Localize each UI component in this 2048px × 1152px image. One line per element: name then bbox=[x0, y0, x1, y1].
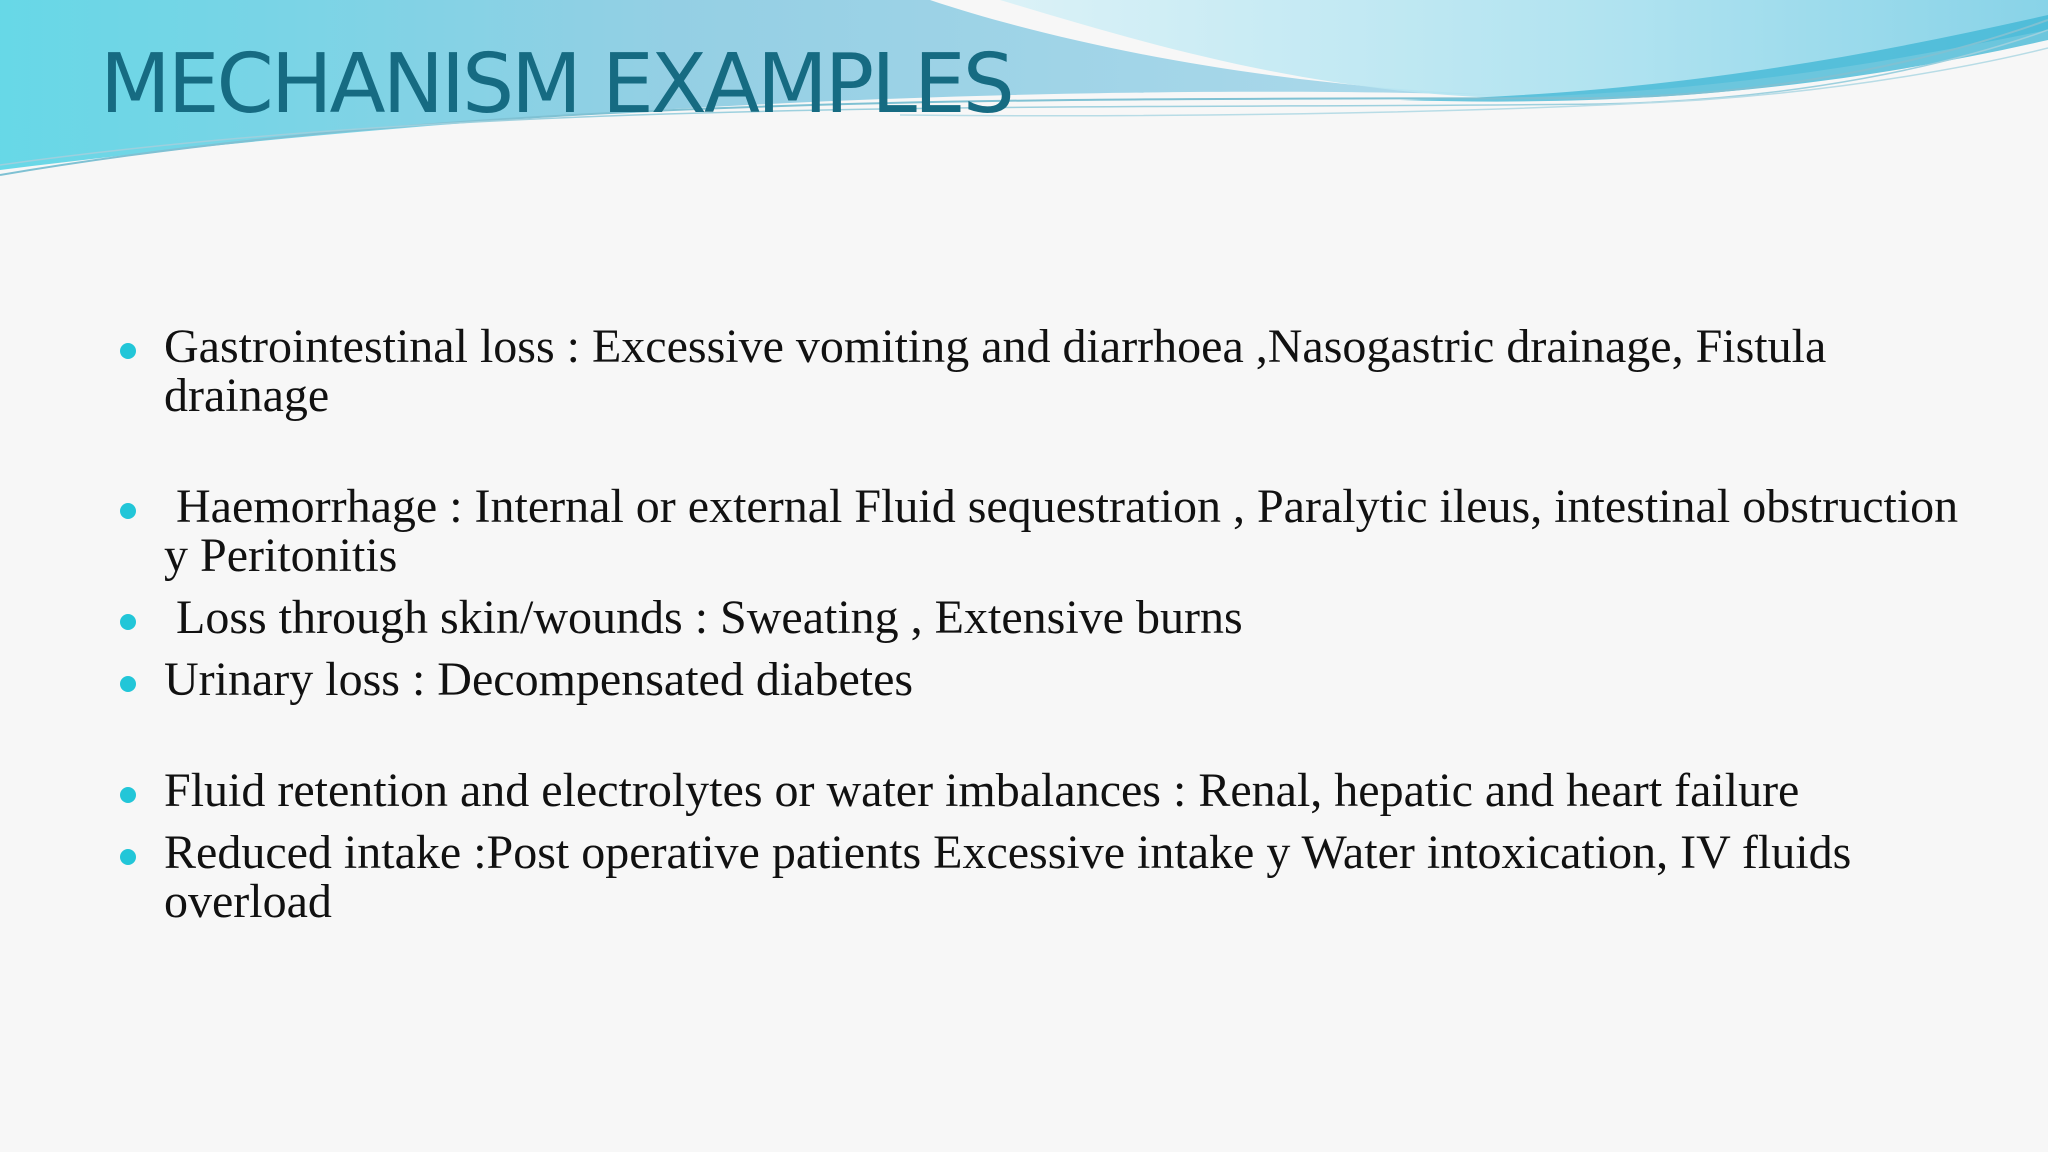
bullet-dot-icon bbox=[120, 503, 136, 519]
bullet-text: Fluid retention and electrolytes or water imbalances : Renal, hepatic and heart failure bbox=[164, 764, 1800, 817]
bullet-list bbox=[120, 322, 1980, 926]
bullet-dot-icon bbox=[120, 676, 136, 692]
bullet-item bbox=[120, 593, 1980, 642]
bullet-item bbox=[120, 828, 1980, 926]
bullet-text: Urinary loss : Decompensated diabetes bbox=[164, 653, 914, 706]
slide-title: MECHANISM EXAMPLES bbox=[100, 37, 1012, 132]
bullet-item bbox=[120, 766, 1980, 815]
bullet-item bbox=[120, 322, 1980, 420]
bullet-dot-icon bbox=[120, 343, 136, 359]
bullet-text: Haemorrhage : Internal or external Fluid sequestration , Paralytic ileus, intestinal obstruction y Peritonitis bbox=[164, 480, 1971, 582]
bullet-dot-icon bbox=[120, 614, 136, 630]
bullet-text: Reduced intake :Post operative patients Excessive intake y Water intoxication, IV fluids overload bbox=[164, 826, 1876, 928]
bullet-item bbox=[120, 482, 1980, 580]
bullet-dot-icon bbox=[120, 849, 136, 865]
bullet-text: Gastrointestinal loss : Excessive vomiting and diarrhoea ,Nasogastric drainage, Fistula drainage bbox=[164, 320, 1839, 422]
bullet-text: Loss through skin/wounds : Sweating , Extensive burns bbox=[164, 591, 1243, 644]
bullet-item bbox=[120, 655, 1980, 704]
bullet-dot-icon bbox=[120, 787, 136, 803]
